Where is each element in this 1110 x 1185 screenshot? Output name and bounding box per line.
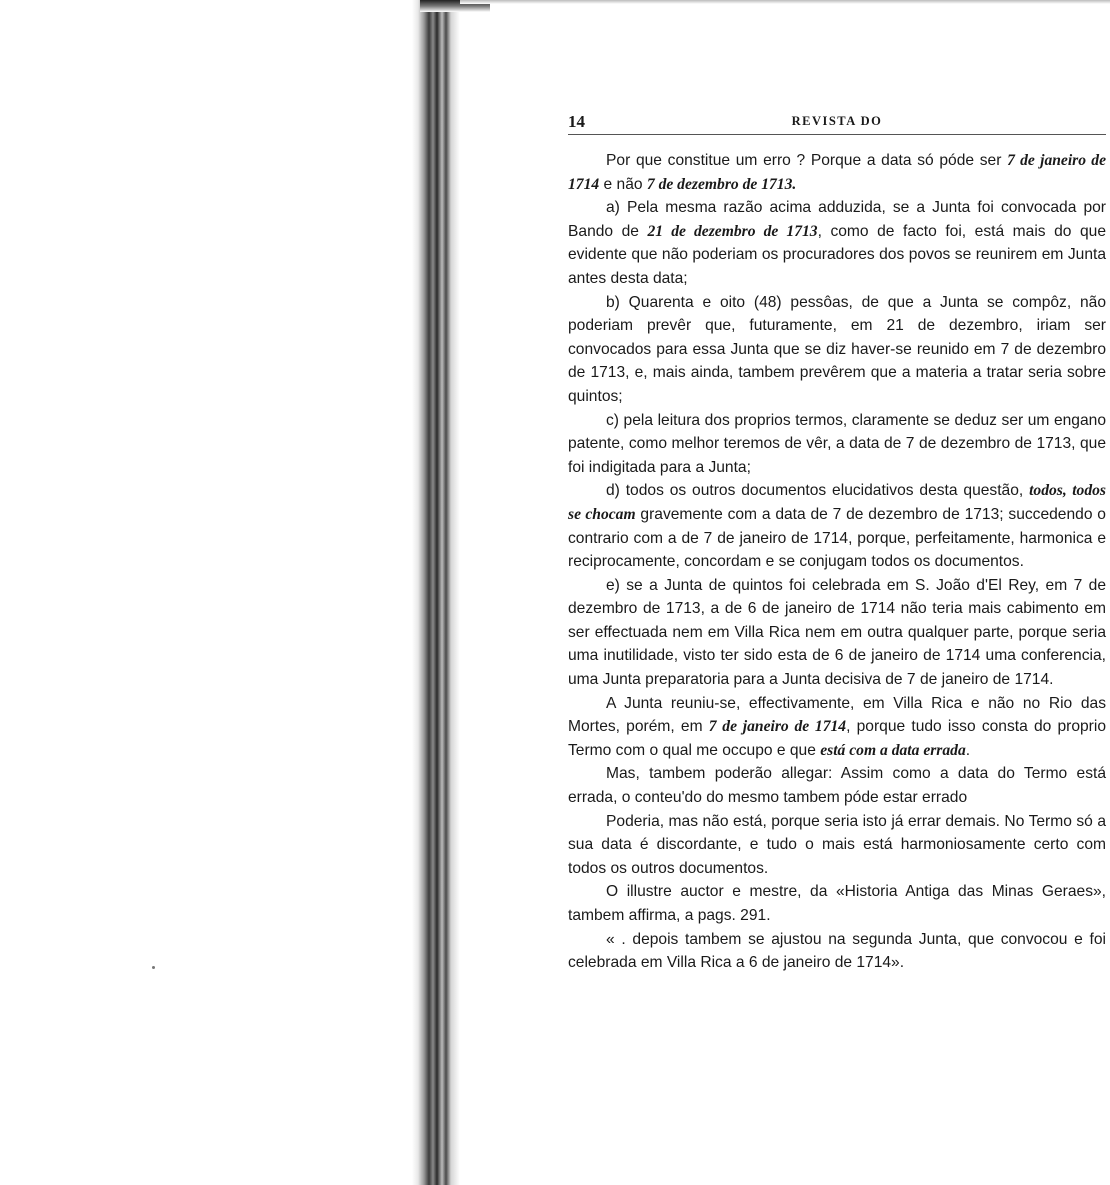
paragraph [568, 291, 1106, 409]
page-number: 14 [568, 112, 585, 131]
italic-text: todos, todos se chocam [568, 482, 1106, 523]
paragraph [568, 479, 1106, 573]
paragraph-text: O illustre auctor e mestre, da «Historia Antiga das Minas Geraes», tambem affirma, a pags. 291. [568, 883, 1106, 924]
binding-gutter [412, 0, 460, 1185]
italic-text: 7 de janeiro de 1714 [708, 718, 847, 736]
paragraph [568, 762, 1106, 809]
running-head [568, 112, 1106, 135]
italic-text: 7 de janeiro de 1714 [568, 152, 1106, 193]
paragraph-text: Mas, tambem poderão allegar: Assim como a data do Termo está errada, o conteu'do do mesmo tambem póde estar errado [568, 765, 1106, 807]
paragraph-text: e não [599, 175, 647, 193]
paragraph [568, 692, 1106, 763]
paragraph [568, 149, 1106, 196]
paragraph [568, 880, 1106, 927]
left-blank-page [0, 0, 420, 1185]
paragraph [568, 928, 1106, 975]
paragraph [568, 409, 1106, 480]
italic-text: está com a data errada [820, 741, 966, 759]
paragraph [568, 574, 1106, 692]
paragraph-text: A Junta reuniu-se, effectivamente, em Villa Rica e não no Rio das Mortes, porém, em [568, 694, 1106, 736]
paragraph [568, 810, 1106, 881]
paragraph-text: , como de facto foi, está mais do que evidente que não poderiam os procuradores dos povos se reunirem em Junta antes desta data; [568, 222, 1106, 287]
paragraph-text: . [965, 741, 971, 759]
paragraph-text: b) Quarenta e oito (48) pessôas, de que a Junta se compôz, não poderiam prevêr que, futuramente, em 21 de dezembro, iriam ser convocados para essa Junta que se diz haver-se reunido em 7 de dezembro de 1713, e, mais ainda, tambem prevêrem que a materia a tratar seria sobre quintos; [568, 293, 1106, 405]
italic-text: 7 de dezembro de 1713. [646, 175, 797, 193]
right-page [568, 112, 1106, 975]
paragraph [568, 196, 1106, 290]
body-text [568, 149, 1106, 975]
journal-title: REVISTA DO [791, 114, 883, 128]
paragraph-text: Por que constitue um erro ? Porque a data só póde ser [606, 152, 1008, 169]
paragraph-text: c) pela leitura dos proprios termos, claramente se deduz ser um engano patente, como melhor teremos de vêr, a data de 7 de dezembro de 1713, que foi indigitada para a Junta; [568, 411, 1106, 476]
italic-text: 21 de dezembro de 1713 [647, 222, 818, 240]
page-top-edge [460, 0, 1110, 4]
paragraph-text: , porque tudo isso consta do proprio Termo com o qual me occupo e que [568, 718, 1107, 759]
paragraph-text: gravemente com a data de 7 de dezembro de 1713; succedendo o contrario com a de 7 de janeiro de 1714, porque, perfeitamente, harmonica e reciprocamente, concordam e se conjugam todos os documentos. [568, 505, 1106, 571]
paragraph-text: d) todos os outros documentos elucidativos desta questão, [606, 482, 1030, 500]
paragraph-text: a) Pela mesma razão acima adduzida, se a Junta foi convocada por Bando de [568, 199, 1106, 240]
paragraph-text: Poderia, mas não está, porque seria isto já errar demais. No Termo só a sua data é discordante, e tudo o mais está harmoniosamente certo com todos os outros documentos. [568, 812, 1106, 877]
paragraph-text: « . depois tambem se ajustou na segunda Junta, que convocou e foi celebrada em Villa Rica a 6 de janeiro de 1714». [568, 930, 1106, 972]
paragraph-text: e) se a Junta de quintos foi celebrada em S. João d'El Rey, em 7 de dezembro de 1713, a de 6 de janeiro de 1714 não teria mais cabimento em ser effectuada nem em Villa Rica nem em outra qualquer parte, porque seria uma inutilidade, visto ter sido esta de 6 de janeiro de 1714 uma conferencia, uma Junta preparatoria para a Junta decisiva de 7 de janeiro de 1714. [568, 576, 1106, 689]
ink-speck [152, 966, 155, 969]
